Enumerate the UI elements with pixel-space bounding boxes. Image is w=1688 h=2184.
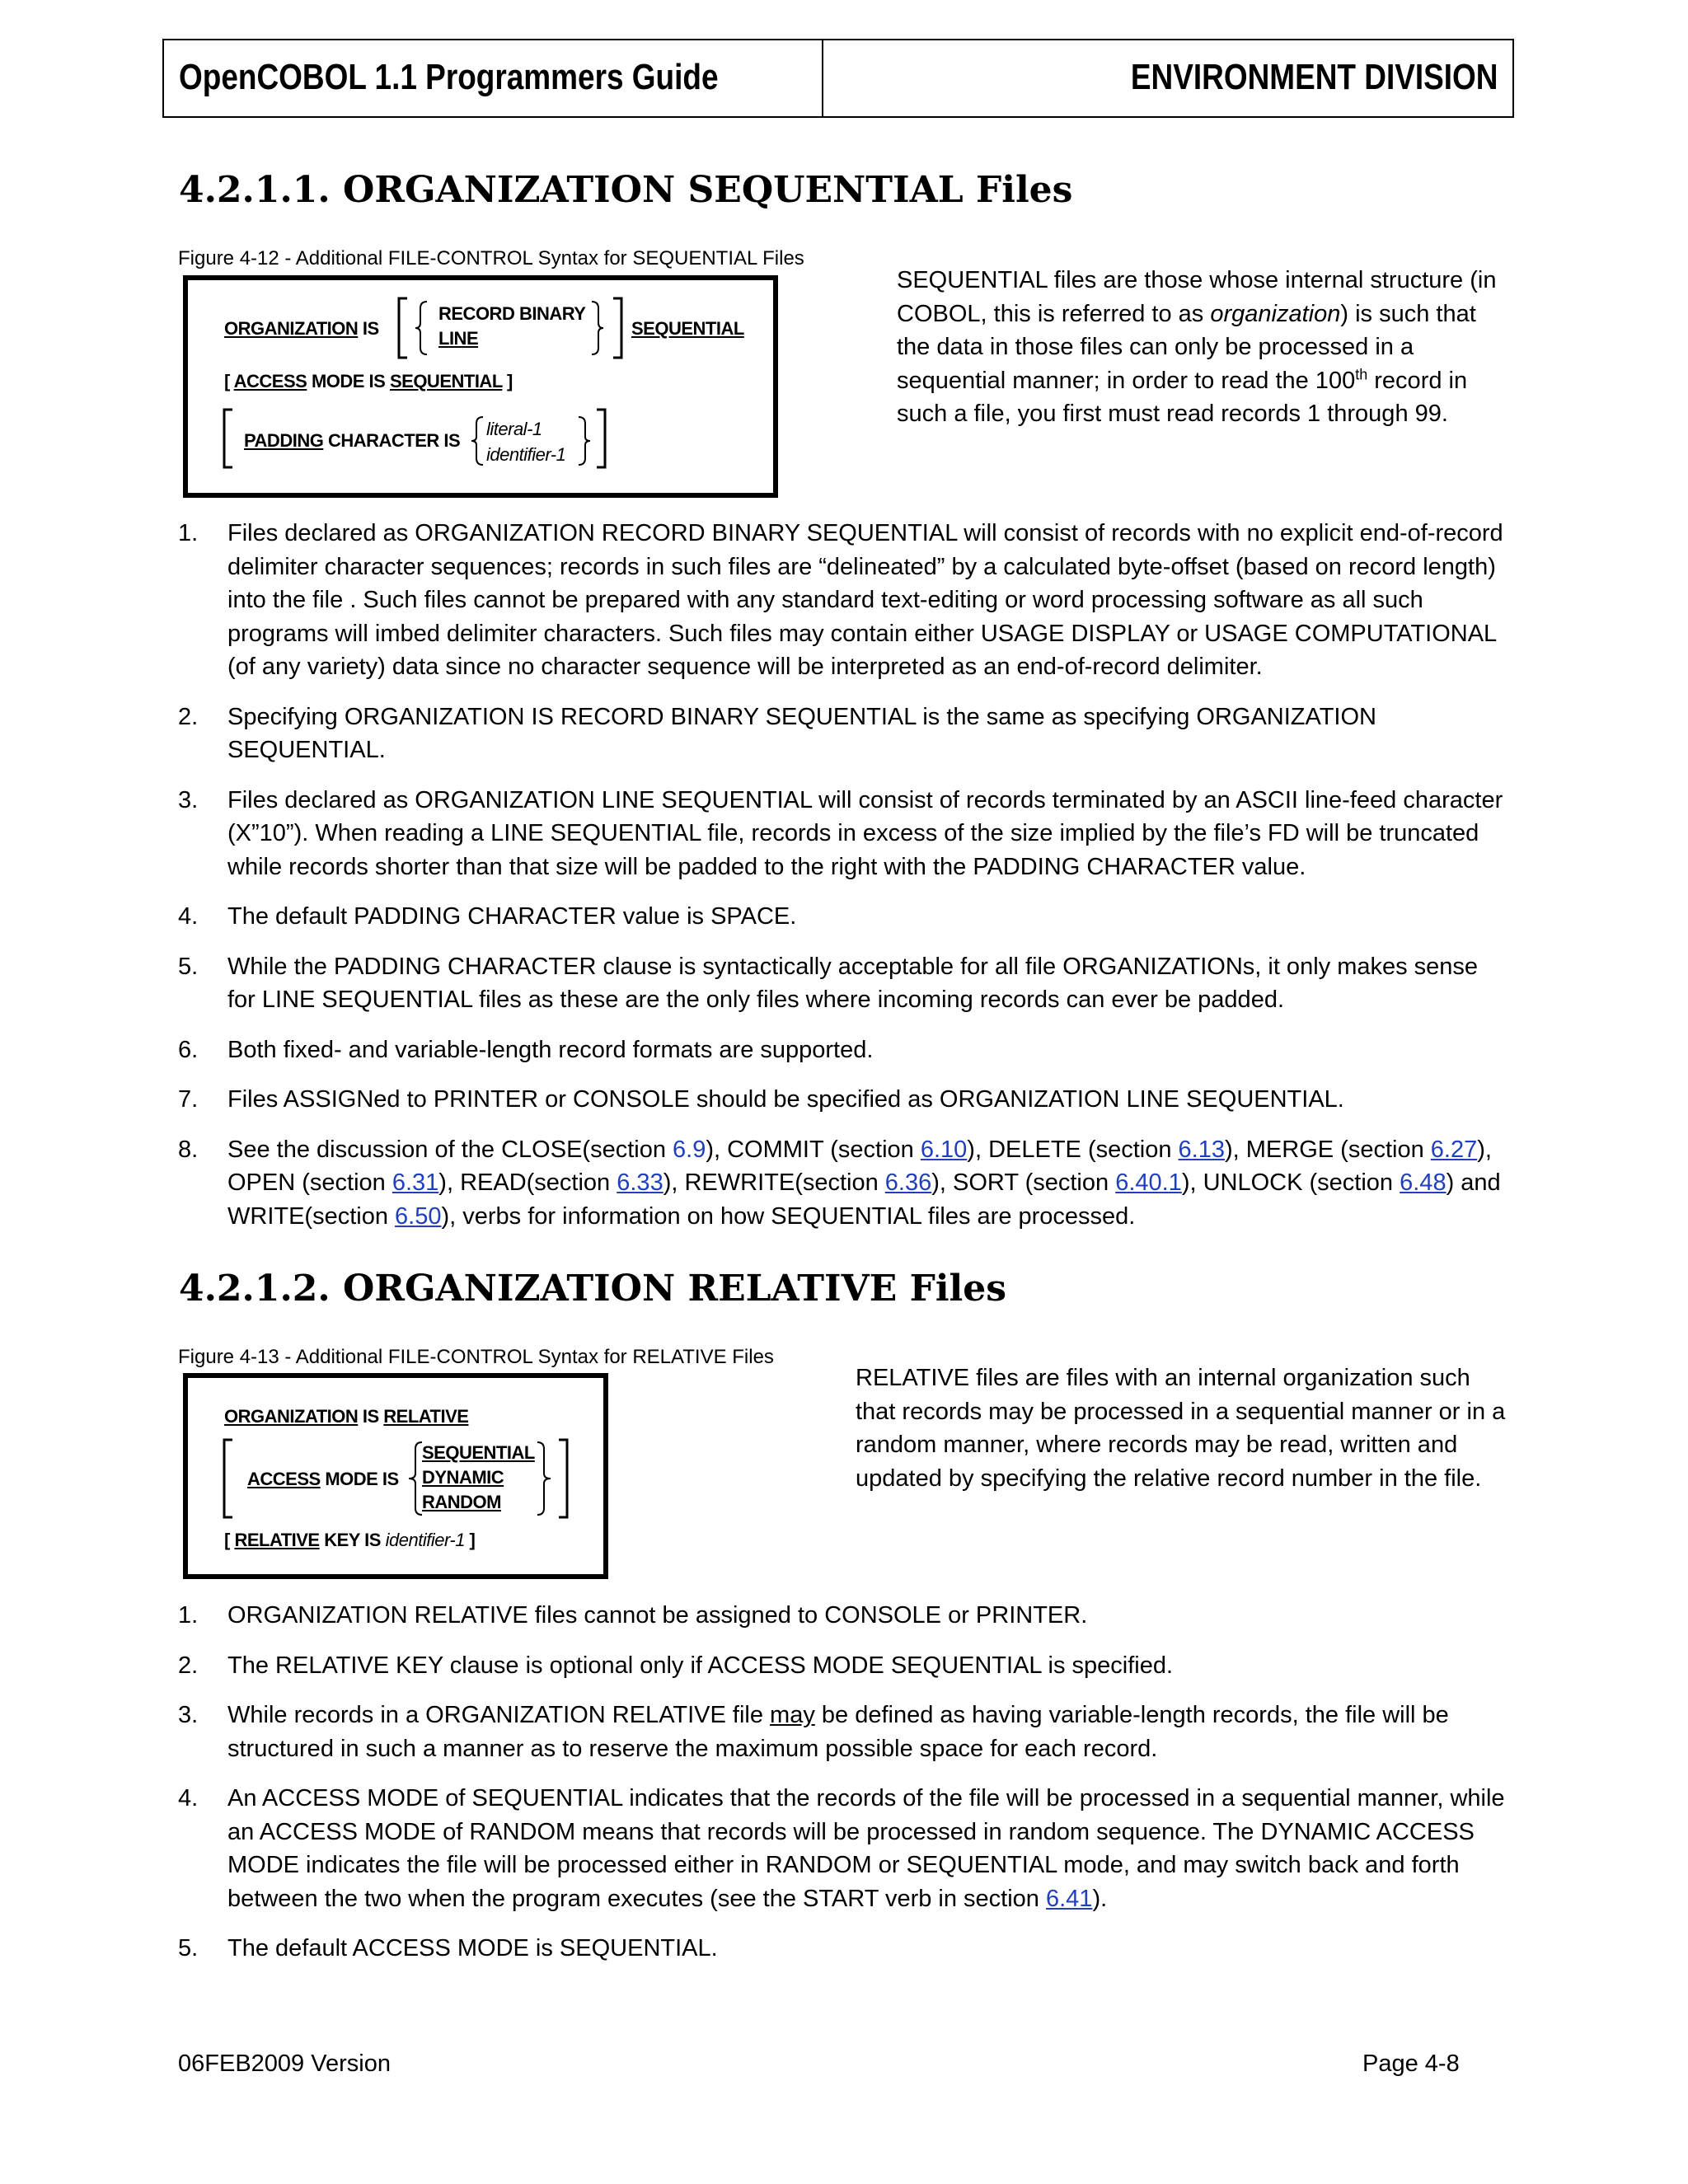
link-section-6-40-1[interactable]: 6.40.1 <box>1115 1169 1182 1196</box>
list-item-text: Files declared as ORGANIZATION LINE SEQUENTIAL will consist of records terminated by an ASCII line-feed character (X”10”). When reading a LINE SEQUENTIAL file, records in excess of the size implied by the file’s FD will be truncated while records shorter than that size will be padded to the right with the PADDING CHARACTER value. <box>227 786 1503 880</box>
relative-notes-list <box>178 1599 1507 1966</box>
syntax-organization-keyword: ORGANIZATION <box>224 318 359 339</box>
list-item-text <box>227 1785 1505 1912</box>
link-section-6-10[interactable]: 6.10 <box>920 1136 968 1163</box>
syntax-access-open: [ <box>224 371 234 391</box>
list-number: 3. <box>178 1702 199 1728</box>
syntax-identifier-text: identifier-1 <box>486 444 566 465</box>
item8-text-8: ), SORT (section <box>931 1169 1116 1196</box>
relative-note-5 <box>178 1932 1507 1966</box>
figure-caption-4-13: Figure 4-13 - Additional FILE-CONTROL Syntax for RELATIVE Files <box>178 1346 774 1368</box>
item3-underlined: may <box>770 1702 815 1728</box>
syntax-mode-is: MODE IS <box>325 1469 399 1489</box>
link-section-6-36[interactable]: 6.36 <box>884 1169 932 1196</box>
syntax-access-keyword: ACCESS <box>233 371 307 391</box>
link-section-6-50[interactable]: 6.50 <box>395 1202 442 1230</box>
link-section-6-31[interactable]: 6.31 <box>392 1169 439 1196</box>
list-number: 3. <box>178 786 199 813</box>
syntax-is: IS <box>362 1406 379 1427</box>
list-item-text <box>227 1137 1501 1230</box>
sequential-notes-list <box>178 517 1507 1233</box>
syntax-access-value: SEQUENTIAL <box>389 371 503 391</box>
syntax-mode-sequential-text: SEQUENTIAL <box>422 1442 535 1463</box>
syntax-key-identifier: identifier-1 <box>385 1530 465 1550</box>
header-division-title: ENVIRONMENT DIVISION <box>1130 57 1498 97</box>
item8-text-1: See the discussion of the CLOSE(section <box>227 1136 673 1163</box>
sequential-intro-b: ) is such that the data in those files can only be processed in a sequential manner; in order to read the 100 <box>897 300 1476 394</box>
link-section-6-41[interactable]: 6.41 <box>1045 1885 1093 1912</box>
sequential-note-7 <box>178 1083 1507 1117</box>
syntax-relative-key-line <box>224 1530 475 1551</box>
list-number: 2. <box>178 703 199 730</box>
syntax-key-open: [ <box>224 1530 235 1550</box>
relative-note-2 <box>178 1649 1507 1683</box>
list-item-text: The default ACCESS MODE is SEQUENTIAL. <box>227 1935 718 1961</box>
syntax-box-relative <box>183 1373 608 1579</box>
syntax-padding-line <box>244 430 460 452</box>
sequential-note-5 <box>178 950 1507 1017</box>
sequential-intro-c: record in such a file, you first must read records 1 through 99. <box>897 367 1468 427</box>
syntax-sequential <box>631 318 744 340</box>
footer-page-number: Page 4-8 <box>1362 2050 1460 2077</box>
list-item-text: Files declared as ORGANIZATION RECORD BINARY SEQUENTIAL will consist of records with no explicit end-of-record delimiter character sequences; records in such files are “delineated” by a calculated byte-offset (based on record length) into the file . Such files cannot be prepared with any standard text-editing or word processing software as all such programs will imbed delimiter characters. Such files may contain either USAGE DISPLAY or USAGE COMPUTATIONAL (of any variety) data since no character sequence will be interpreted as an end-of-record delimiter. <box>227 520 1503 680</box>
relative-note-4 <box>178 1782 1507 1915</box>
syntax-padding-brace-left <box>468 414 486 468</box>
item8-text-6: ), READ(section <box>438 1169 617 1196</box>
syntax-brackets-left <box>394 295 442 361</box>
syntax-mode-random <box>422 1492 501 1513</box>
item4-text-b: ). <box>1092 1885 1108 1912</box>
figure-caption-4-12: Figure 4-12 - Additional FILE-CONTROL Syntax for SEQUENTIAL Files <box>178 247 804 269</box>
section-title-relative: 4.2.1.2. ORGANIZATION RELATIVE Files <box>179 1268 1007 1310</box>
item8-text-11: ), verbs for information on how SEQUENTIAL files are processed. <box>441 1202 1136 1230</box>
syntax-option-line-text: LINE <box>438 328 479 349</box>
syntax-relative-keyword: RELATIVE <box>383 1406 469 1427</box>
item8-text-5: ), OPEN (section <box>227 1136 1492 1196</box>
syntax-organization-keyword: ORGANIZATION <box>224 1406 359 1427</box>
list-number: 4. <box>178 1785 199 1811</box>
sequential-note-3 <box>178 784 1507 884</box>
syntax-option-line <box>438 328 478 349</box>
sequential-intro-emphasis: organization <box>1210 300 1341 327</box>
item4-text-a: An ACCESS MODE of SEQUENTIAL indicates that the records of the file will be processed in a sequential manner, while an ACCESS MODE of RANDOM means that records will be processed in random sequence. The DYNAMIC ACCESS MODE indicates the file will be processed either in RANDOM or SEQUENTIAL mode, and may switch back and forth between the two when the program executes (see the START verb in section <box>227 1785 1505 1912</box>
sequential-note-4 <box>178 900 1507 934</box>
syntax-key-is: KEY IS <box>324 1530 381 1550</box>
list-item-text: The default PADDING CHARACTER value is SPACE. <box>227 903 797 930</box>
syntax-brackets-right <box>582 295 630 361</box>
relative-note-1 <box>178 1599 1507 1633</box>
syntax-mode-dynamic <box>422 1467 504 1488</box>
sequential-note-8 <box>178 1133 1507 1234</box>
syntax-literal <box>486 419 542 440</box>
syntax-literal-text: literal-1 <box>486 419 542 439</box>
syntax-relative-organization-line <box>224 1406 468 1427</box>
syntax-key-close: ] <box>464 1530 476 1550</box>
syntax-character-is: CHARACTER IS <box>327 430 461 451</box>
list-item-text: The RELATIVE KEY clause is optional only if ACCESS MODE SEQUENTIAL is specified. <box>227 1652 1174 1679</box>
syntax-box-sequential <box>183 275 778 498</box>
syntax-relative-key-keyword: RELATIVE <box>234 1530 320 1550</box>
link-section-6-13[interactable]: 6.13 <box>1178 1136 1225 1163</box>
sequential-note-1 <box>178 517 1507 684</box>
sequential-note-2 <box>178 701 1507 767</box>
list-number: 1. <box>178 520 199 546</box>
syntax-padding-bracket-right <box>590 407 610 470</box>
link-section-6-33[interactable]: 6.33 <box>617 1169 663 1196</box>
item8-text-7: ), REWRITE(section <box>663 1169 885 1196</box>
syntax-mode-dynamic-text: DYNAMIC <box>422 1467 504 1488</box>
item3-text-a: While records in a ORGANIZATION RELATIVE file <box>227 1702 771 1728</box>
section-title-sequential: 4.2.1.1. ORGANIZATION SEQUENTIAL Files <box>179 169 1073 211</box>
list-number: 7. <box>178 1086 199 1113</box>
link-section-6-27[interactable]: 6.27 <box>1430 1136 1478 1163</box>
item8-text-3: ), DELETE (section <box>967 1136 1179 1163</box>
syntax-access-close: ] <box>502 371 513 391</box>
list-item-text <box>227 1702 1449 1762</box>
item8-text-9: ), UNLOCK (section <box>1181 1169 1400 1196</box>
syntax-mode-sequential <box>422 1442 535 1464</box>
sequential-note-6 <box>178 1033 1507 1067</box>
header-divider <box>822 40 823 116</box>
list-number: 8. <box>178 1136 199 1163</box>
list-number: 4. <box>178 903 199 930</box>
syntax-identifier <box>486 444 565 466</box>
list-item-text: Specifying ORGANIZATION IS RECORD BINARY SEQUENTIAL is the same as specifying ORGANIZATION SEQUENTIAL. <box>227 703 1376 763</box>
list-number: 2. <box>178 1652 199 1679</box>
syntax-relative-access-line <box>247 1469 399 1490</box>
syntax-is: IS <box>362 318 379 339</box>
syntax-access-line <box>224 371 513 392</box>
list-number: 5. <box>178 953 199 980</box>
list-item-text: Files ASSIGNed to PRINTER or CONSOLE should be specified as ORGANIZATION LINE SEQUENTIAL. <box>227 1086 1344 1113</box>
syntax-sequential-text: SEQUENTIAL <box>631 318 744 339</box>
syntax-padding-bracket-left <box>219 407 239 470</box>
item8-text-4: ), MERGE (section <box>1225 1136 1431 1163</box>
footer-version: 06FEB2009 Version <box>178 2050 391 2077</box>
syntax-access-keyword: ACCESS <box>247 1469 321 1489</box>
sequential-intro-superscript: th <box>1355 365 1368 382</box>
relative-note-3 <box>178 1699 1507 1765</box>
page-header <box>162 39 1514 118</box>
item8-text-10: ) and WRITE(section <box>227 1169 1501 1230</box>
list-number: 6. <box>178 1036 199 1063</box>
sequential-intro-paragraph <box>897 264 1507 431</box>
sequential-intro-a: SEQUENTIAL files are those whose internal structure (in COBOL, this is referred to as <box>897 267 1497 327</box>
syntax-organization-line <box>224 318 379 340</box>
syntax-padding-keyword: PADDING <box>244 430 324 451</box>
list-item-text: While the PADDING CHARACTER clause is syntactically acceptable for all file ORGANIZATIONs, it only makes sense for LINE SEQUENTIAL files as these are the only files where incoming records can ever be padded. <box>227 953 1479 1013</box>
header-guide-title: OpenCOBOL 1.1 Programmers Guide <box>179 57 719 97</box>
item3-text-b: be defined as having variable-length records, the file will be structured in such a manner as to reserve the maximum possible space for each record. <box>227 1702 1449 1762</box>
list-item-text: Both fixed- and variable-length record formats are supported. <box>227 1036 874 1063</box>
syntax-option-record-binary: RECORD BINARY <box>438 303 586 324</box>
link-section-6-48[interactable]: 6.48 <box>1400 1169 1447 1196</box>
list-number: 1. <box>178 1602 199 1629</box>
relative-intro-paragraph: RELATIVE files are files with an internal organization such that records may be processed in a sequential manner or in a random manner, where records may be read, written and updated by specifying the relative record number in the file. <box>856 1365 1506 1492</box>
list-number: 5. <box>178 1935 199 1961</box>
list-item-text: ORGANIZATION RELATIVE files cannot be assigned to CONSOLE or PRINTER. <box>227 1602 1088 1629</box>
syntax-mode-is: MODE IS <box>311 371 386 391</box>
item8-text-2: ), COMMIT (section <box>706 1136 921 1163</box>
syntax-access-bracket-left <box>219 1437 239 1520</box>
syntax-access-bracket-right <box>552 1437 572 1520</box>
syntax-mode-random-text: RANDOM <box>422 1492 501 1512</box>
link-section-6-9[interactable]: 6.9 <box>673 1136 706 1163</box>
